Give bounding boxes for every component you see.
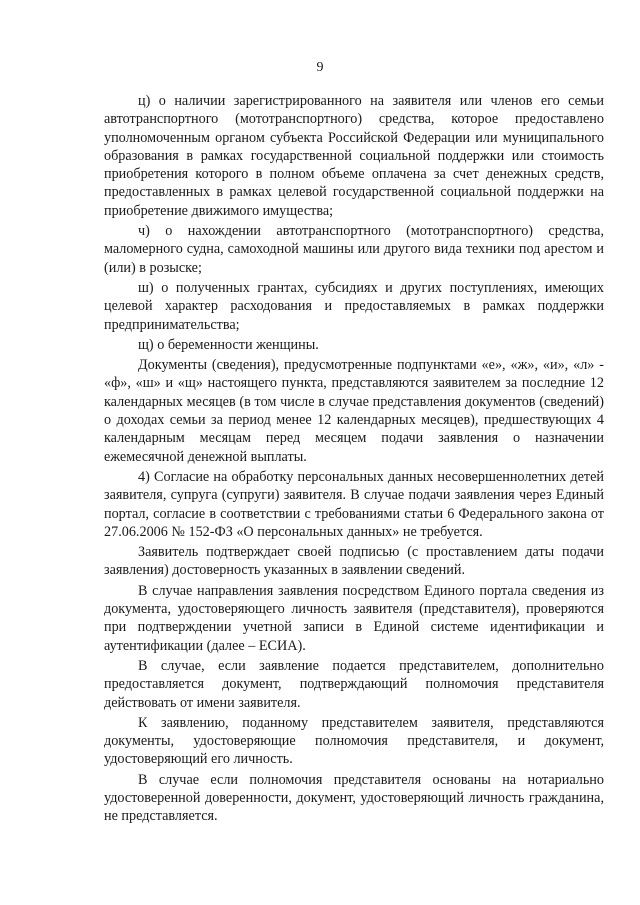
paragraph-consent-personal-data: 4) Согласие на обработку персональных данных несовершеннолетних детей заявителя, супруга (супруги) заявителя. В случае подачи заявления через Единый портал, согласие в соответствии с требованиями статьи 6 Федерального закона от 27.06.2006 № 152-ФЗ «О персональных данных» не требуется. [104, 468, 604, 540]
paragraph-notarized-power: В случае если полномочия представителя основаны на нотариально удостоверенной доверенности, документ, удостоверяющий личность гражданина, не представляется. [104, 771, 604, 825]
paragraph-item-sh: ш) о полученных грантах, субсидиях и других поступлениях, имеющих целевой характер расходования и предоставляемых в рамках поддержки предпринимательства; [104, 279, 604, 333]
page-number: 9 [316, 60, 324, 75]
paragraph-item-ch: ч) о нахождении автотранспортного (мототранспортного) средства, маломерного судна, самоходной машины или другого вида техники под арестом и (или) в розыске; [104, 223, 604, 276]
paragraph-item-ts: ц) о наличии зарегистрированного на заявителя или членов его семьи автотранспортного (мототранспортного) средства, которое предоставлено уполномоченным органом субъекта Российской Федерации или муниципального образования в рамках государственной социальной поддержки или стоимость приобретения которого в полном объеме оплачена за счет денежных средств, предоставленных в рамках целевой государственной социальной поддержки на приобретение движимого имущества; [104, 93, 604, 219]
paragraph-representative-document: В случае, если заявление подается представителем, дополнительно предоставляется документ, подтверждающий полномочия представителя действовать от имени заявителя. [104, 657, 604, 711]
paragraph-signature-confirmation: Заявитель подтверждает своей подписью (с проставлением даты подачи заявления) достоверность указанных в заявлении сведений. [104, 544, 604, 579]
paragraph-item-shch: щ) о беременности женщины. [138, 336, 319, 353]
paragraph-esia-verification: В случае направления заявления посредством Единого портала сведения из документа, удостоверяющего личность заявителя (представителя), проверяются при подтверждении учетной записи в Единой системе идентификации и аутентификации (далее – ЕСИА). [104, 582, 604, 654]
paragraph-documents-period: Документы (сведения), предусмотренные подпунктами «е», «ж», «и», «л» - «ф», «ш» и «щ» настоящего пункта, представляются заявителем за последние 12 календарных месяцев (в том числе в случае представления документов (сведений) о доходах семьи за период менее 12 календарных месяцев), предшествующих 4 календарным месяцам перед месяцем подачи заявления о назначении ежемесячной денежной выплаты. [104, 357, 604, 465]
paragraph-representative-identity: К заявлению, поданному представителем заявителя, представляются документы, удостоверяющие полномочия представителя, и документ, удостоверяющий его личность. [104, 714, 604, 768]
document-body [104, 92, 604, 826]
